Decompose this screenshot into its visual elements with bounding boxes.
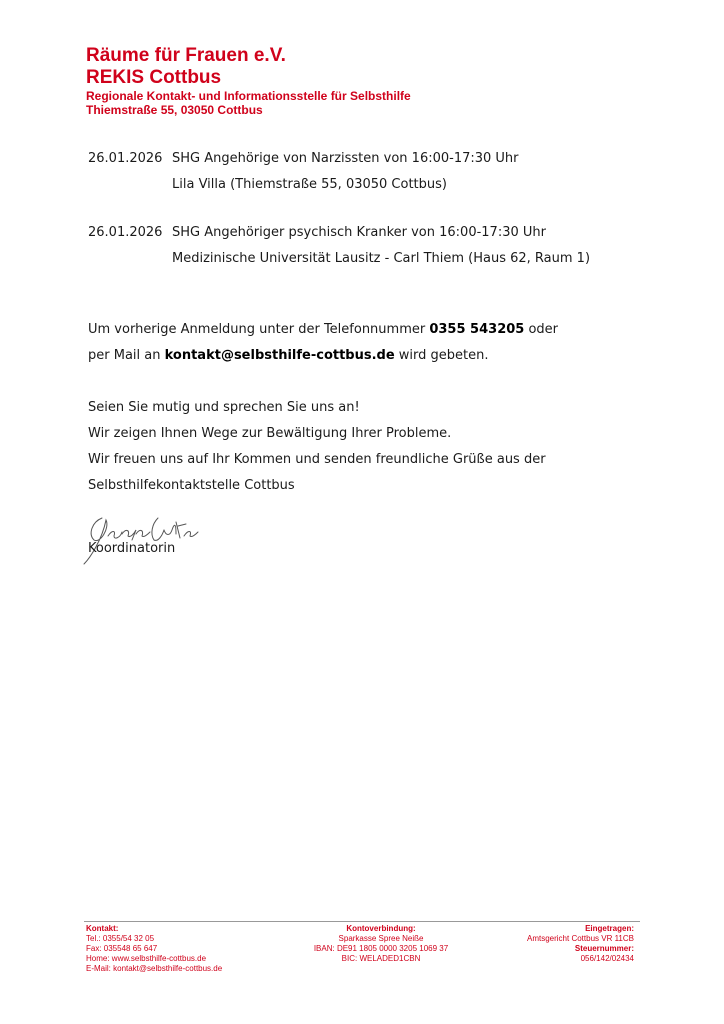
- registration-text: oder: [524, 322, 559, 337]
- registration-text: per Mail an: [88, 348, 165, 363]
- footer-bic: BIC: WELADED1CBN: [341, 954, 421, 963]
- footer-divider: [84, 921, 640, 922]
- event-title: SHG Angehörige von Narzissten von 16:00-17:30 Uhr: [172, 151, 519, 166]
- event-date: 26.01.2026: [88, 151, 163, 166]
- registration-line-2: [88, 343, 558, 369]
- closing-paragraph: [88, 395, 546, 499]
- registration-text: wird gebeten.: [394, 348, 489, 363]
- event-location: Lila Villa (Thiemstraße 55, 03050 Cottbus): [172, 177, 447, 192]
- org-description: Regionale Kontakt- und Informationsstelle für Selbsthilfe: [86, 89, 411, 103]
- footer-registry-heading: Eingetragen:: [585, 924, 634, 933]
- closing-line: Selbsthilfekontaktstelle Cottbus: [88, 478, 295, 493]
- event-location: Medizinische Universität Lausitz - Carl Thiem (Haus 62, Raum 1): [172, 251, 591, 266]
- registration-paragraph: [88, 317, 558, 369]
- signature-image: [80, 500, 210, 575]
- org-name: Räume für Frauen e.V.: [86, 45, 286, 66]
- footer-bank: [250, 924, 512, 964]
- letterhead: [86, 45, 411, 117]
- footer-tax-number: 056/142/02434: [580, 954, 634, 963]
- footer-bank-name: Sparkasse Spree Neiße: [338, 934, 424, 943]
- org-branch: REKIS Cottbus: [86, 67, 222, 88]
- footer-tel: Tel.: 0355/54 32 05: [86, 934, 155, 943]
- signature-role: Koordinatorin: [88, 541, 176, 556]
- footer-registry: [527, 924, 634, 964]
- registration-line-1: [88, 317, 558, 343]
- signature-scribble: [80, 500, 210, 570]
- org-address: Thiemstraße 55, 03050 Cottbus: [86, 103, 263, 117]
- phone-number: 0355 543205: [429, 322, 525, 337]
- closing-line: Seien Sie mutig und sprechen Sie uns an!: [88, 400, 360, 415]
- footer-contact-heading: Kontakt:: [86, 924, 119, 933]
- footer-contact: [86, 924, 222, 974]
- footer-court: Amtsgericht Cottbus VR 11CB: [526, 934, 634, 943]
- event-date: 26.01.2026: [88, 225, 163, 240]
- footer-home: Home: www.selbsthilfe-cottbus.de: [86, 954, 207, 963]
- footer-fax: Fax: 035548 65 647: [86, 944, 158, 953]
- closing-line: Wir zeigen Ihnen Wege zur Bewältigung Ihrer Probleme.: [88, 426, 452, 441]
- email-address: kontakt@selbsthilfe-cottbus.de: [164, 348, 395, 363]
- footer-bank-heading: Kontoverbindung:: [346, 924, 416, 933]
- event-title: SHG Angehöriger psychisch Kranker von 16:00-17:30 Uhr: [172, 225, 546, 240]
- footer-email: E-Mail: kontakt@selbsthilfe-cottbus.de: [86, 964, 223, 973]
- footer-iban: IBAN: DE91 1805 0000 3205 1069 37: [313, 944, 449, 953]
- footer-tax-heading: Steuernummer:: [574, 944, 634, 953]
- registration-text: Um vorherige Anmeldung unter der Telefonnummer: [88, 322, 430, 337]
- closing-line: Wir freuen uns auf Ihr Kommen und senden freundliche Grüße aus der: [88, 452, 546, 467]
